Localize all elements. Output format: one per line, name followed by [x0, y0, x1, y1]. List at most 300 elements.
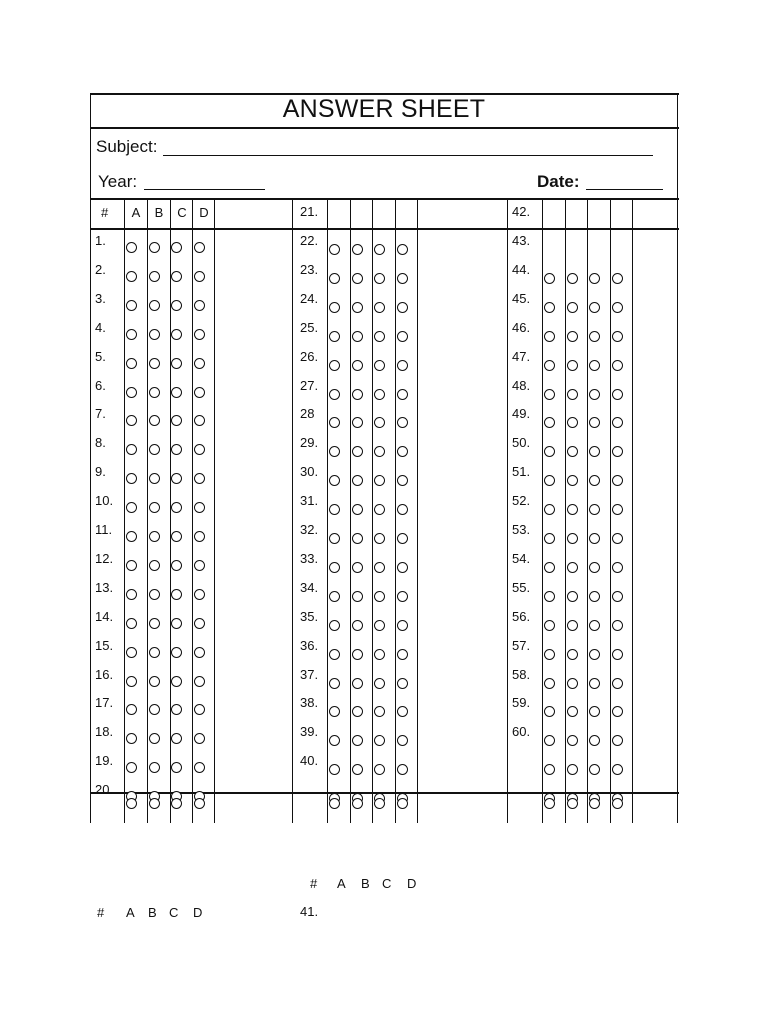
subject-field[interactable] [163, 155, 653, 156]
question-number: 47. [512, 348, 531, 364]
answer-bubble-c[interactable] [374, 798, 385, 809]
answer-bubble-a[interactable] [544, 735, 555, 746]
answer-bubble-a[interactable] [126, 762, 137, 773]
answer-bubble-c[interactable] [374, 331, 385, 342]
answer-bubble-a[interactable] [544, 562, 555, 573]
answer-bubble-b[interactable] [149, 676, 160, 687]
answer-bubble-a[interactable] [126, 502, 137, 513]
answer-bubble-b[interactable] [149, 387, 160, 398]
answer-bubble-a[interactable] [329, 244, 340, 255]
answer-bubble-a[interactable] [126, 589, 137, 600]
answer-bubble-d[interactable] [194, 300, 205, 311]
answer-bubble-d[interactable] [397, 764, 408, 775]
question-number: 48. [512, 377, 531, 393]
answer-bubble-a[interactable] [544, 446, 555, 457]
answer-bubble-d[interactable] [612, 591, 623, 602]
option-divider [192, 198, 193, 823]
answer-bubble-c[interactable] [171, 733, 182, 744]
answer-bubble-a[interactable] [544, 273, 555, 284]
question-number: 55. [512, 579, 531, 595]
answer-bubble-d[interactable] [612, 360, 623, 371]
answer-bubble-b[interactable] [567, 764, 578, 775]
answer-bubble-c[interactable] [589, 562, 600, 573]
answer-bubble-c[interactable] [589, 446, 600, 457]
question-number: 6. [95, 377, 106, 393]
answer-bubble-d[interactable] [612, 533, 623, 544]
answer-bubble-b[interactable] [352, 302, 363, 313]
answer-bubble-d[interactable] [194, 473, 205, 484]
answer-bubble-d[interactable] [612, 446, 623, 457]
date-field[interactable] [586, 189, 663, 190]
answer-bubble-b[interactable] [567, 649, 578, 660]
answer-bubble-b[interactable] [352, 244, 363, 255]
answer-bubble-a[interactable] [126, 358, 137, 369]
answer-bubble-d[interactable] [397, 678, 408, 689]
answer-bubble-d[interactable] [194, 271, 205, 282]
answer-bubble-c[interactable] [589, 273, 600, 284]
answer-bubble-a[interactable] [126, 300, 137, 311]
answer-bubble-a[interactable] [329, 649, 340, 660]
answer-bubble-b[interactable] [352, 678, 363, 689]
answer-bubble-d[interactable] [194, 704, 205, 715]
answer-bubble-d[interactable] [612, 273, 623, 284]
answer-bubble-b[interactable] [352, 331, 363, 342]
answer-bubble-b[interactable] [567, 591, 578, 602]
answer-bubble-d[interactable] [397, 562, 408, 573]
answer-bubble-c[interactable] [589, 475, 600, 486]
answer-bubble-c[interactable] [171, 387, 182, 398]
question-number: 16. [95, 666, 114, 682]
answer-bubble-a[interactable] [544, 533, 555, 544]
answer-bubble-d[interactable] [194, 618, 205, 629]
answer-bubble-a[interactable] [329, 302, 340, 313]
answer-bubble-b[interactable] [149, 473, 160, 484]
answer-bubble-a[interactable] [126, 560, 137, 571]
answer-bubble-b[interactable] [352, 504, 363, 515]
answer-bubble-c[interactable] [589, 591, 600, 602]
answer-bubble-b[interactable] [149, 444, 160, 455]
answer-bubble-b[interactable] [352, 273, 363, 284]
question-number: 59. [512, 695, 531, 711]
answer-bubble-c[interactable] [171, 798, 182, 809]
answer-bubble-a[interactable] [329, 735, 340, 746]
answer-bubble-a[interactable] [329, 446, 340, 457]
answer-bubble-b[interactable] [567, 273, 578, 284]
answer-bubble-b[interactable] [352, 475, 363, 486]
answer-bubble-d[interactable] [612, 475, 623, 486]
answer-bubble-c[interactable] [171, 502, 182, 513]
answer-bubble-d[interactable] [194, 589, 205, 600]
answer-bubble-d[interactable] [612, 764, 623, 775]
answer-bubble-b[interactable] [149, 329, 160, 340]
footer-middle-option-d: D [407, 876, 417, 891]
answer-bubble-d[interactable] [194, 242, 205, 253]
answer-bubble-c[interactable] [171, 300, 182, 311]
answer-bubble-d[interactable] [397, 533, 408, 544]
answer-bubble-b[interactable] [149, 300, 160, 311]
question-number: 34. [300, 579, 319, 595]
answer-bubble-c[interactable] [171, 358, 182, 369]
answer-bubble-a[interactable] [126, 387, 137, 398]
answer-bubble-a[interactable] [544, 302, 555, 313]
answer-bubble-c[interactable] [374, 273, 385, 284]
date-label: Date: [537, 172, 580, 191]
sheet-title: ANSWER SHEET [282, 95, 486, 123]
answer-bubble-a[interactable] [126, 473, 137, 484]
answer-bubble-a[interactable] [126, 618, 137, 629]
answer-bubble-d[interactable] [194, 415, 205, 426]
answer-bubble-a[interactable] [544, 649, 555, 660]
answer-bubble-c[interactable] [589, 302, 600, 313]
answer-bubble-a[interactable] [329, 389, 340, 400]
answer-bubble-c[interactable] [171, 762, 182, 773]
answer-bubble-a[interactable] [126, 704, 137, 715]
answer-bubble-d[interactable] [194, 733, 205, 744]
answer-bubble-a[interactable] [329, 360, 340, 371]
answer-bubble-c[interactable] [374, 417, 385, 428]
answer-bubble-a[interactable] [329, 798, 340, 809]
title-divider [90, 127, 679, 129]
frame-left [90, 93, 91, 823]
answer-bubble-b[interactable] [352, 417, 363, 428]
answer-bubble-a[interactable] [126, 798, 137, 809]
answer-bubble-d[interactable] [612, 562, 623, 573]
answer-bubble-b[interactable] [149, 762, 160, 773]
answer-bubble-c[interactable] [374, 562, 385, 573]
question-number: 14. [95, 608, 114, 624]
column-header-number: 42. [512, 204, 531, 219]
question-number: 43. [512, 233, 531, 248]
answer-bubble-b[interactable] [352, 591, 363, 602]
answer-bubble-a[interactable] [126, 647, 137, 658]
answer-bubble-b[interactable] [567, 533, 578, 544]
answer-bubble-a[interactable] [544, 475, 555, 486]
answer-bubble-d[interactable] [397, 360, 408, 371]
answer-bubble-a[interactable] [329, 562, 340, 573]
answer-bubble-c[interactable] [374, 389, 385, 400]
answer-bubble-c[interactable] [589, 678, 600, 689]
answer-bubble-d[interactable] [612, 649, 623, 660]
answer-bubble-c[interactable] [589, 649, 600, 660]
answer-bubble-c[interactable] [171, 415, 182, 426]
question-number: 15. [95, 637, 114, 653]
question-number: 44. [512, 261, 531, 277]
question-number: 31. [300, 493, 319, 509]
answer-bubble-d[interactable] [397, 620, 408, 631]
answer-bubble-d[interactable] [397, 504, 408, 515]
answer-bubble-d[interactable] [397, 389, 408, 400]
answer-bubble-c[interactable] [374, 504, 385, 515]
answer-bubble-d[interactable] [194, 798, 205, 809]
answer-bubble-b[interactable] [567, 389, 578, 400]
answer-bubble-d[interactable] [397, 417, 408, 428]
answer-bubble-c[interactable] [171, 444, 182, 455]
answer-bubble-c[interactable] [171, 329, 182, 340]
question-number: 46. [512, 319, 531, 335]
answer-bubble-c[interactable] [589, 389, 600, 400]
answer-bubble-b[interactable] [567, 331, 578, 342]
column-header-option-a: A [131, 205, 141, 220]
answer-bubble-d[interactable] [612, 389, 623, 400]
answer-bubble-c[interactable] [374, 706, 385, 717]
answer-bubble-b[interactable] [149, 647, 160, 658]
answer-bubble-b[interactable] [149, 589, 160, 600]
question-number: 8. [95, 435, 106, 451]
question-number: 38. [300, 695, 319, 711]
footer-middle-option-c: C [382, 876, 392, 891]
answer-bubble-d[interactable] [612, 417, 623, 428]
answer-bubble-c[interactable] [589, 706, 600, 717]
answer-bubble-b[interactable] [149, 502, 160, 513]
column-header-number: 21. [300, 204, 319, 219]
answer-bubble-b[interactable] [352, 562, 363, 573]
answer-bubble-a[interactable] [126, 531, 137, 542]
footer-left-hash: # [97, 905, 105, 920]
frame-top [90, 93, 679, 95]
answer-bubble-d[interactable] [397, 244, 408, 255]
answer-bubble-b[interactable] [149, 798, 160, 809]
answer-bubble-d[interactable] [612, 331, 623, 342]
answer-bubble-b[interactable] [149, 358, 160, 369]
column-header-option-c: C [177, 205, 187, 220]
answer-bubble-a[interactable] [329, 764, 340, 775]
footer-middle-option-a: A [337, 876, 346, 891]
answer-bubble-c[interactable] [374, 591, 385, 602]
answer-bubble-b[interactable] [352, 764, 363, 775]
answer-bubble-c[interactable] [171, 560, 182, 571]
question-number: 22. [300, 233, 319, 248]
answer-bubble-a[interactable] [329, 591, 340, 602]
answer-bubble-c[interactable] [171, 618, 182, 629]
answer-bubble-b[interactable] [149, 733, 160, 744]
answer-bubble-c[interactable] [171, 647, 182, 658]
answer-bubble-b[interactable] [567, 360, 578, 371]
question-number: 33. [300, 550, 319, 566]
answer-bubble-d[interactable] [612, 706, 623, 717]
year-label: Year: [98, 172, 138, 191]
question-number: 50. [512, 435, 531, 451]
question-number: 53. [512, 522, 531, 537]
answer-bubble-a[interactable] [329, 706, 340, 717]
answer-bubble-d[interactable] [397, 798, 408, 809]
answer-bubble-b[interactable] [352, 735, 363, 746]
answer-bubble-a[interactable] [126, 676, 137, 687]
answer-bubble-c[interactable] [374, 764, 385, 775]
answer-bubble-a[interactable] [126, 329, 137, 340]
question-number: 27. [300, 377, 319, 393]
answer-bubble-b[interactable] [567, 706, 578, 717]
answer-bubble-a[interactable] [329, 273, 340, 284]
footer-middle-hash: # [310, 876, 318, 891]
answer-bubble-b[interactable] [567, 504, 578, 515]
answer-bubble-a[interactable] [544, 389, 555, 400]
answer-bubble-c[interactable] [171, 473, 182, 484]
answer-bubble-d[interactable] [194, 502, 205, 513]
answer-bubble-d[interactable] [612, 735, 623, 746]
footer-left-option-b: B [148, 905, 157, 920]
answer-bubble-d[interactable] [194, 531, 205, 542]
answer-bubble-d[interactable] [194, 647, 205, 658]
answer-bubble-b[interactable] [352, 649, 363, 660]
frame-right [677, 93, 678, 823]
answer-bubble-c[interactable] [589, 764, 600, 775]
answer-bubble-c[interactable] [171, 704, 182, 715]
answer-bubble-d[interactable] [194, 762, 205, 773]
answer-bubble-d[interactable] [397, 591, 408, 602]
question-number: 52. [512, 493, 531, 509]
answer-bubble-b[interactable] [567, 620, 578, 631]
question-number: 4. [95, 319, 106, 335]
answer-bubble-b[interactable] [352, 620, 363, 631]
question-number: 10. [95, 493, 114, 509]
table-header-divider [90, 228, 679, 230]
answer-bubble-a[interactable] [126, 733, 137, 744]
answer-bubble-c[interactable] [171, 676, 182, 687]
answer-bubble-a[interactable] [544, 360, 555, 371]
question-number: 7. [95, 406, 106, 422]
answer-bubble-d[interactable] [397, 302, 408, 313]
answer-bubble-c[interactable] [171, 242, 182, 253]
answer-bubble-a[interactable] [544, 504, 555, 515]
answer-bubble-d[interactable] [397, 331, 408, 342]
answer-bubble-d[interactable] [194, 387, 205, 398]
question-number: 1. [95, 233, 106, 248]
answer-bubble-a[interactable] [329, 678, 340, 689]
column-separator [292, 198, 293, 823]
answer-bubble-b[interactable] [567, 475, 578, 486]
answer-bubble-d[interactable] [397, 735, 408, 746]
answer-bubble-d[interactable] [612, 678, 623, 689]
answer-bubble-d[interactable] [397, 649, 408, 660]
answer-bubble-a[interactable] [544, 678, 555, 689]
answer-bubble-a[interactable] [544, 591, 555, 602]
answer-bubble-b[interactable] [149, 415, 160, 426]
answer-bubble-d[interactable] [612, 798, 623, 809]
column-separator [507, 198, 508, 823]
answer-bubble-a[interactable] [126, 271, 137, 282]
answer-bubble-d[interactable] [612, 620, 623, 631]
question-number: 54. [512, 550, 531, 566]
answer-bubble-d[interactable] [194, 444, 205, 455]
answer-bubble-c[interactable] [171, 271, 182, 282]
answer-bubble-b[interactable] [149, 531, 160, 542]
answer-bubble-c[interactable] [589, 417, 600, 428]
answer-bubble-c[interactable] [589, 798, 600, 809]
answer-bubble-b[interactable] [149, 618, 160, 629]
answer-bubble-a[interactable] [126, 415, 137, 426]
answer-bubble-d[interactable] [397, 475, 408, 486]
answer-bubble-a[interactable] [329, 504, 340, 515]
answer-bubble-c[interactable] [589, 620, 600, 631]
question-number: 29. [300, 435, 319, 451]
answer-bubble-b[interactable] [149, 271, 160, 282]
question-number: 9. [95, 464, 106, 480]
answer-bubble-c[interactable] [374, 475, 385, 486]
answer-bubble-c[interactable] [374, 244, 385, 255]
answer-bubble-c[interactable] [589, 735, 600, 746]
answer-bubble-c[interactable] [374, 302, 385, 313]
answer-bubble-b[interactable] [352, 360, 363, 371]
answer-bubble-c[interactable] [589, 504, 600, 515]
answer-bubble-c[interactable] [171, 531, 182, 542]
answer-bubble-b[interactable] [567, 678, 578, 689]
answer-bubble-b[interactable] [352, 389, 363, 400]
answer-bubble-a[interactable] [329, 620, 340, 631]
answer-bubble-b[interactable] [149, 242, 160, 253]
answer-bubble-b[interactable] [149, 560, 160, 571]
answer-bubble-c[interactable] [374, 533, 385, 544]
answer-bubble-c[interactable] [589, 360, 600, 371]
answer-bubble-a[interactable] [544, 331, 555, 342]
answer-bubble-a[interactable] [329, 417, 340, 428]
question-number: 3. [95, 290, 106, 306]
question-number: 24. [300, 290, 319, 306]
year-field[interactable] [144, 189, 265, 190]
answer-bubble-c[interactable] [374, 649, 385, 660]
answer-bubble-b[interactable] [149, 704, 160, 715]
answer-bubble-c[interactable] [171, 589, 182, 600]
answer-bubble-c[interactable] [374, 446, 385, 457]
answer-bubble-a[interactable] [544, 764, 555, 775]
answer-bubble-a[interactable] [544, 620, 555, 631]
answer-bubble-b[interactable] [567, 562, 578, 573]
answer-bubble-c[interactable] [374, 678, 385, 689]
answer-bubble-c[interactable] [374, 360, 385, 371]
answer-bubble-b[interactable] [352, 798, 363, 809]
question-number: 19. [95, 753, 114, 769]
answer-bubble-d[interactable] [194, 560, 205, 571]
question-number: 30. [300, 464, 319, 480]
answer-bubble-d[interactable] [194, 329, 205, 340]
answer-bubble-b[interactable] [352, 706, 363, 717]
answer-bubble-a[interactable] [544, 417, 555, 428]
answer-bubble-a[interactable] [329, 533, 340, 544]
option-divider [632, 198, 633, 823]
answer-bubble-b[interactable] [567, 446, 578, 457]
question-number: 18. [95, 724, 114, 740]
answer-bubble-d[interactable] [194, 358, 205, 369]
answer-bubble-d[interactable] [194, 676, 205, 687]
answer-bubble-a[interactable] [544, 798, 555, 809]
answer-bubble-a[interactable] [329, 331, 340, 342]
question-number: 56. [512, 608, 531, 624]
question-number: 2. [95, 261, 106, 277]
answer-bubble-a[interactable] [544, 706, 555, 717]
answer-bubble-c[interactable] [589, 331, 600, 342]
answer-bubble-d[interactable] [612, 504, 623, 515]
question-number: 45. [512, 290, 531, 306]
answer-bubble-a[interactable] [126, 444, 137, 455]
question-number: 20. [95, 782, 114, 798]
answer-bubble-c[interactable] [374, 735, 385, 746]
answer-bubble-d[interactable] [612, 302, 623, 313]
answer-bubble-b[interactable] [352, 446, 363, 457]
answer-bubble-a[interactable] [329, 475, 340, 486]
answer-bubble-b[interactable] [352, 533, 363, 544]
answer-bubble-d[interactable] [397, 273, 408, 284]
answer-bubble-b[interactable] [567, 302, 578, 313]
answer-bubble-d[interactable] [397, 706, 408, 717]
answer-bubble-c[interactable] [589, 533, 600, 544]
answer-bubble-b[interactable] [567, 417, 578, 428]
answer-bubble-b[interactable] [567, 735, 578, 746]
question-number: 57. [512, 637, 531, 653]
answer-bubble-a[interactable] [126, 242, 137, 253]
answer-bubble-b[interactable] [567, 798, 578, 809]
answer-bubble-d[interactable] [397, 446, 408, 457]
option-divider [147, 198, 148, 823]
answer-bubble-c[interactable] [374, 620, 385, 631]
